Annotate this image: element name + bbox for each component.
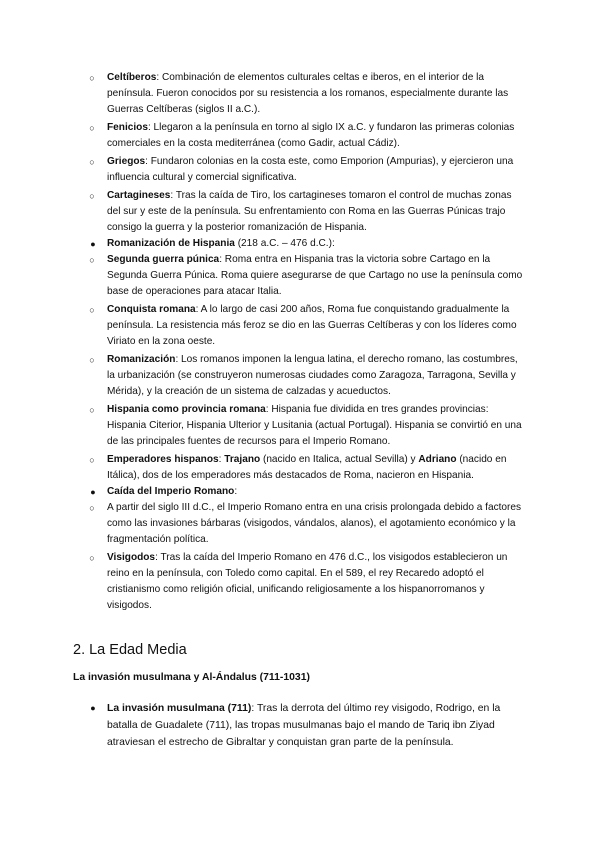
hollow-bullet-icon: ○ xyxy=(89,191,95,201)
sub-list-item xyxy=(70,352,525,400)
description: : Tras la caída de Tiro, los cartagineses tomaron el control de muchas zonas del sur y este de la península. Su enfrentamiento con Roma en las Guerras Púnicas trajo consigo la guerra y la posterior romanización de Hispania. xyxy=(107,190,512,233)
list-item xyxy=(0,70,562,236)
sub-list-item xyxy=(70,154,525,186)
hollow-bullet-icon: ○ xyxy=(89,455,95,465)
sub-list-item xyxy=(70,188,525,236)
description: : Los romanos imponen la lengua latina, el derecho romano, las costumbres, la urbanización (se construyeron numerosas ciudades como Zaragoza, Tarragona, Sevilla y Mérida), y la creación de un sistema de calzadas y acueductos. xyxy=(107,354,518,397)
hollow-bullet-icon: ○ xyxy=(89,157,95,167)
description: : Tras la caída del Imperio Romano en 476 d.C., los visigodos establecieron un reino en la península, con Toledo como capital. En el 589, el rey Recaredo adoptó el cristianismo como religión oficial, unificando religiosamente a los hispanorromanos y visigodos. xyxy=(107,552,508,611)
hollow-bullet-icon: ○ xyxy=(89,503,95,513)
sub-list-item xyxy=(70,302,525,350)
description: (218 a.C. – 476 d.C.): xyxy=(234,238,335,249)
term: Visigodos xyxy=(107,552,156,563)
subsection-heading: La invasión musulmana y Al-Ándalus (711-1031) xyxy=(73,672,310,683)
description: : Fundaron colonias en la costa este, como Emporion (Ampurias), y ejercieron una influencia cultural y comercial significativa. xyxy=(107,156,514,183)
filled-bullet-icon: ● xyxy=(90,239,96,249)
hollow-bullet-icon: ○ xyxy=(89,355,95,365)
section-heading: 2. La Edad Media xyxy=(73,642,187,658)
term: Cartagineses xyxy=(107,190,171,201)
list-item-romanizacion xyxy=(0,236,562,484)
description: : Roma entra en Hispania tras la victoria sobre Cartago en la Segunda Guerra Púnica. Roma quiere asegurarse de que Cartago no use la península como base de operaciones para atacar Italia. xyxy=(107,254,523,297)
term: Emperadores hispanos xyxy=(107,454,219,465)
hollow-bullet-icon: ○ xyxy=(89,255,95,265)
sub-list-item xyxy=(70,550,525,614)
filled-bullet-icon: ● xyxy=(90,703,96,713)
sub-list-item xyxy=(70,252,525,300)
hollow-bullet-icon: ○ xyxy=(89,553,95,563)
hollow-bullet-icon: ○ xyxy=(89,123,95,133)
sub-list-item-emperadores xyxy=(70,452,525,484)
description: (nacido en Italica, actual Sevilla) y xyxy=(260,454,419,465)
description: : A lo largo de casi 200 años, Roma fue conquistando gradualmente la península. La resistencia más feroz se dio en las Guerras Celtíberas y con los líderes como Viriato en la zona oeste. xyxy=(107,304,517,347)
description: (nacido en Itálica), dos de los emperadores más destacados de Roma, nacieron en Hispania. xyxy=(107,454,507,481)
description: : Tras la derrota del último rey visigodo, Rodrigo, en la batalla de Guadalete (711), las tropas musulmanas bajo el mando de Tariq ibn Ziyad atraviesan el estrecho de Gibraltar y conquistan gran parte de la península. xyxy=(107,703,501,748)
filled-bullet-icon: ● xyxy=(90,487,96,497)
term: Segunda guerra púnica xyxy=(107,254,220,265)
list-item-caida xyxy=(0,484,562,614)
description: : Hispania fue dividida en tres grandes provincias: Hispania Citerior, Hispania Ulterior y Lusitania (actual Portugal). Hispania se convirtió en una de las principales fuentes de recursos para el Imperio Romano. xyxy=(107,404,522,447)
emperor-name: Trajano xyxy=(224,454,261,465)
term: Romanización xyxy=(107,354,176,365)
sub-list-item xyxy=(70,500,525,548)
term: Conquista romana xyxy=(107,304,196,315)
separator: : xyxy=(218,454,225,465)
term: Romanización de Hispania xyxy=(107,238,235,249)
hollow-bullet-icon: ○ xyxy=(89,305,95,315)
pre-roman-peoples-list xyxy=(0,70,562,614)
sub-list-item xyxy=(70,70,525,118)
emperor-name: Adriano xyxy=(418,454,457,465)
term: Griegos xyxy=(107,156,146,167)
description: : xyxy=(234,486,238,497)
term: La invasión musulmana (711) xyxy=(107,703,252,714)
description: : Llegaron a la península en torno al siglo IX a.C. y fundaron las primeras colonias comerciales en la costa mediterránea (como Gadir, actual Cádiz). xyxy=(107,122,515,149)
term: Celtíberos xyxy=(107,72,157,83)
description: : Combinación de elementos culturales celtas e iberos, en el interior de la península. Fueron conocidos por su resistencia a los romanos, especialmente durante las Guerras Celtíberas (siglos II a.C.). xyxy=(107,72,509,115)
hollow-bullet-icon: ○ xyxy=(89,73,95,83)
hollow-bullet-icon: ○ xyxy=(89,405,95,415)
description: A partir del siglo III d.C., el Imperio Romano entra en una crisis prolongada debido a factores como las invasiones bárbaras (visigodos, vándalos, alanos), el agotamiento económico y la fragmentación política. xyxy=(107,502,522,545)
term: Caída del Imperio Romano xyxy=(107,486,235,497)
medieval-list xyxy=(0,700,527,751)
sub-list-item xyxy=(70,120,525,152)
sub-list-item xyxy=(70,402,525,450)
list-item xyxy=(0,700,527,751)
term: Hispania como provincia romana xyxy=(107,404,266,415)
term: Fenicios xyxy=(107,122,148,133)
